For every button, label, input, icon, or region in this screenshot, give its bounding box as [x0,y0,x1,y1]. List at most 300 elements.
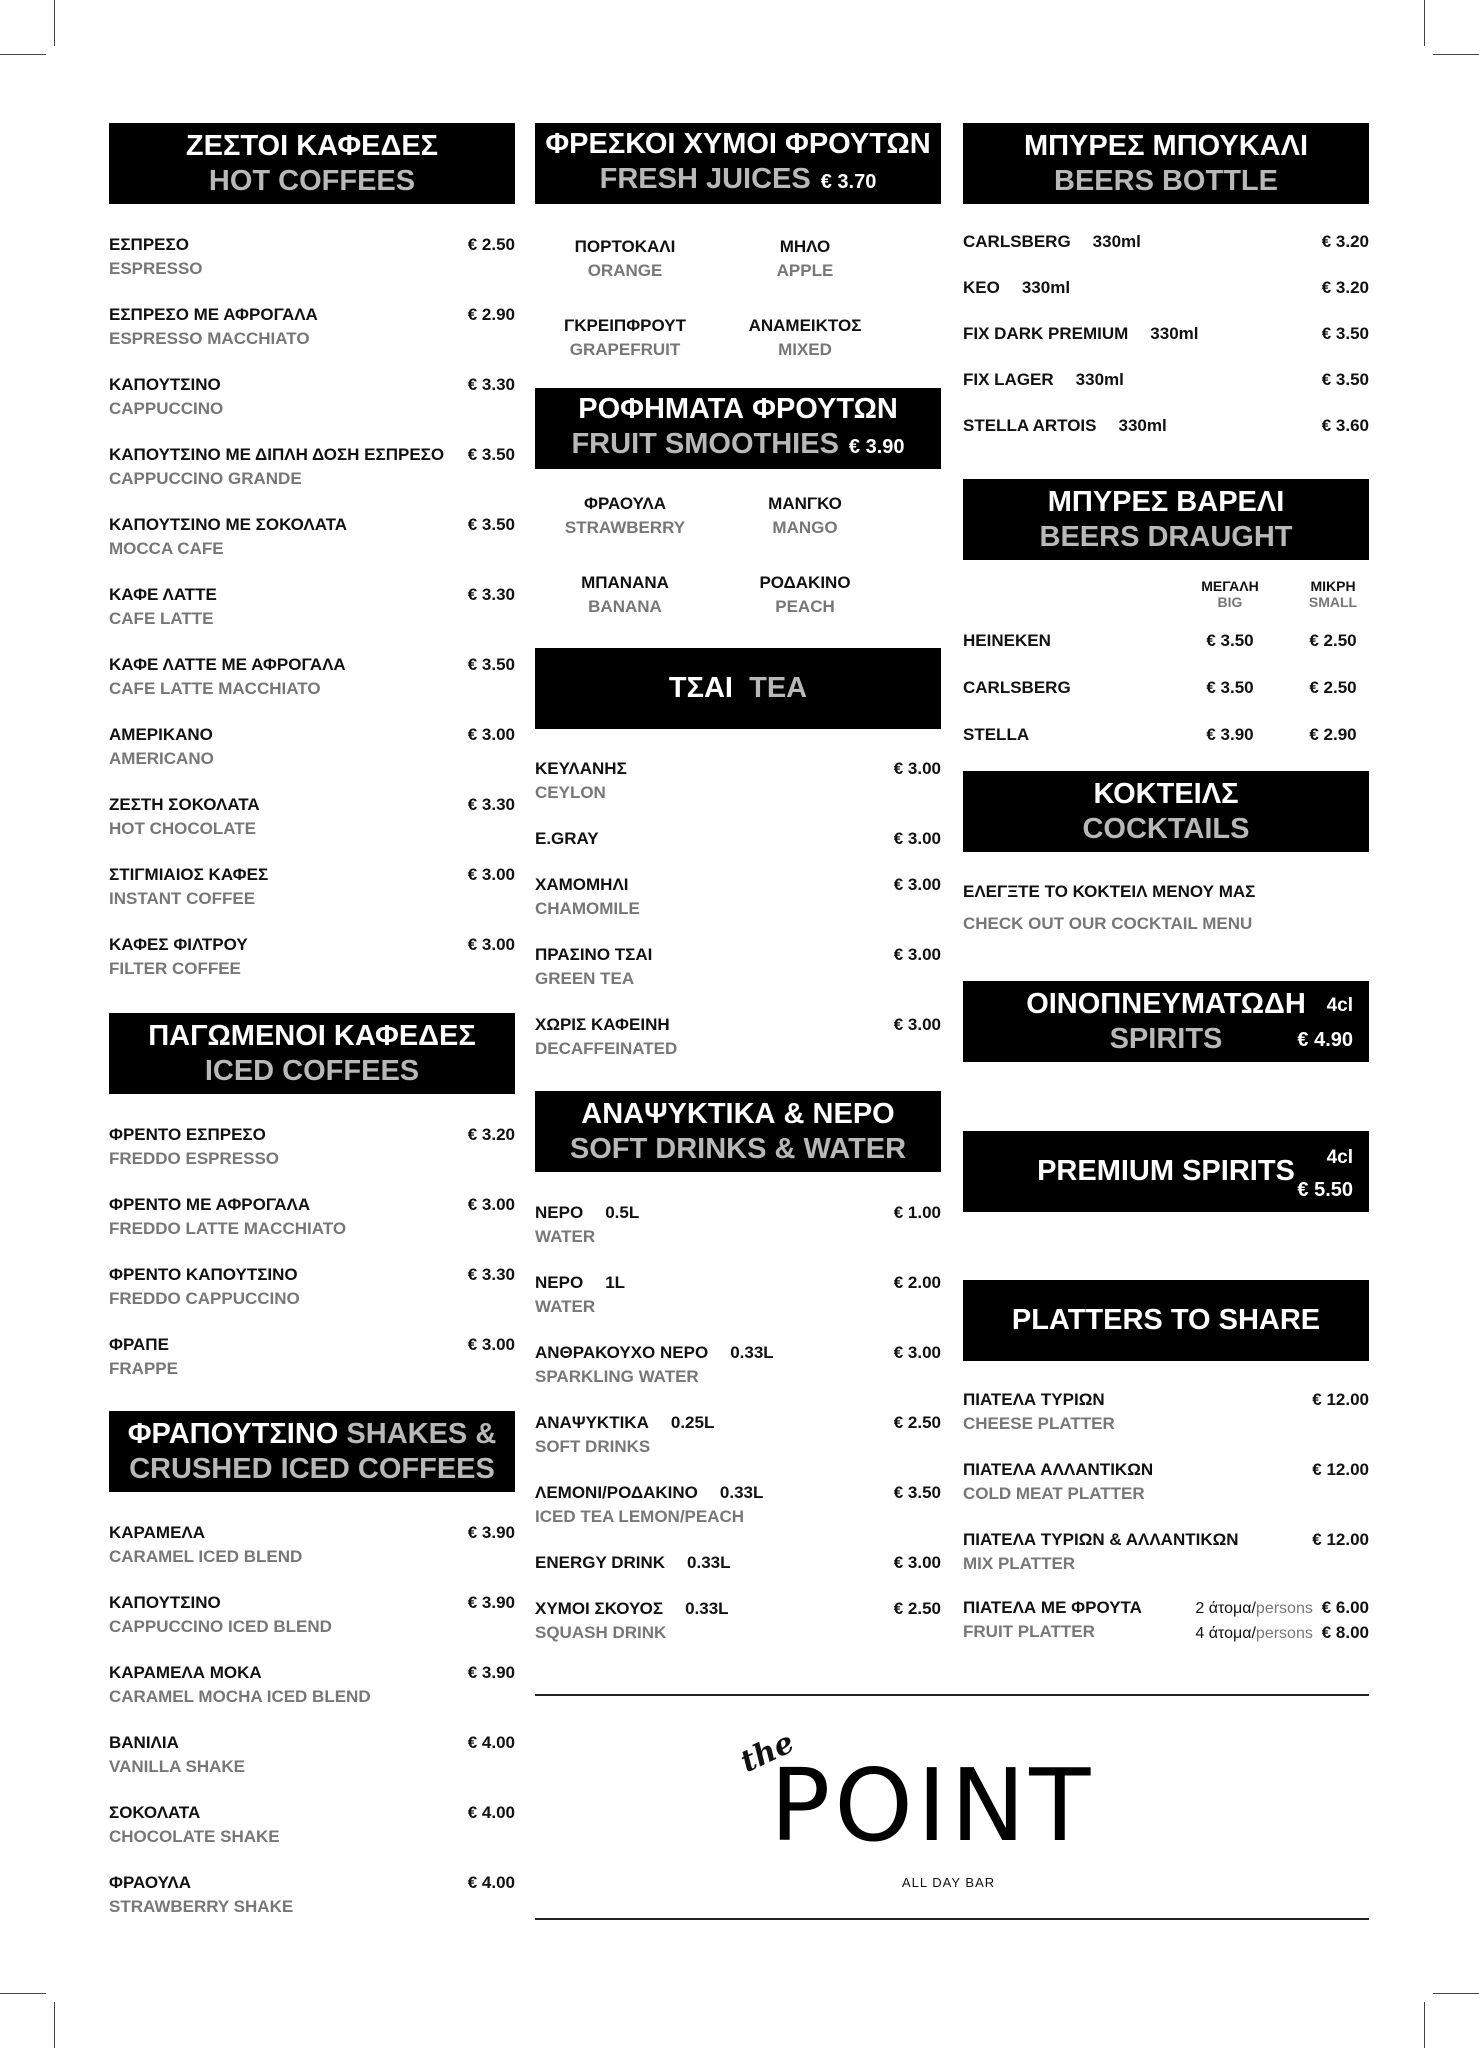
price-small: € 2.90 [1309,725,1357,744]
crop-mark [1433,54,1479,55]
premium-spirits-header [963,1131,1369,1212]
item-name-en: CAPPUCCINO [109,399,224,418]
menu-item [535,1271,941,1319]
item-name: CARLSBERG [963,678,1071,697]
item-name-gr-text: ΕΣΠΡΕΣΟ ΜΕ ΑΦΡΟΓΑΛΑ [109,305,318,324]
item-name-gr-text: ΠΡΑΣΙΝΟ ΤΣΑΙ [535,945,653,964]
item-name-en: MIXED [778,340,832,359]
item-name-en: APPLE [776,261,834,280]
item-volume: 0.33L [719,1483,764,1502]
divider-top [535,1694,1369,1696]
section-title-en: SHAKES & [346,1417,497,1450]
item-name-en: FREDDO LATTE MACCHIATO [109,1219,347,1238]
item-name-gr-text: ΦΡΑΟΥΛΑ [109,1873,192,1892]
hot-coffees-items [109,233,515,1003]
item-price: € 3.30 [467,585,515,604]
item-name-gr [109,303,515,327]
item-name-gr [535,1013,941,1037]
item-name-gr-text: FIX DARK PREMIUM [963,324,1129,343]
logo [735,1725,1160,1895]
item-name-gr [535,943,941,967]
item-name-en: PEACH [775,597,835,616]
item-price: € 2.50 [467,235,515,254]
menu-item [535,827,941,851]
section-title-en: FRUIT SMOOTHIES [571,428,839,460]
item-name-gr [535,1597,941,1621]
logo-point: POINT [770,1747,1095,1864]
item-name-en: STRAWBERRY SHAKE [109,1897,294,1916]
section-price: € 3.70 [820,171,877,193]
draught-item [963,723,1369,770]
item-name: STELLA [963,725,1030,744]
item-volume: 0.5L [605,1203,640,1222]
section-title-en: HOT COFFEES [208,164,416,197]
section-title-en: SOFT DRINKS & WATER [569,1132,907,1165]
item-name-gr-text: ΚΕΥΛΑΝΗΣ [535,759,627,778]
item-name-gr [535,757,941,781]
item-name-en: GRAPEFRUIT [569,340,681,359]
item-name-gr: ΠΟΡΤΟΚΑΛΙ [574,237,676,256]
item-name-gr-text: ΚΑΠΟΥΤΣΙΝΟ [109,1593,221,1612]
crop-mark [54,0,55,46]
section-title [535,671,941,706]
beers-bottle-items [963,230,1369,460]
item-name-gr [963,322,1369,346]
item-name-gr [109,863,515,887]
item-name-en: FREDDO CAPPUCCINO [109,1289,300,1308]
item-price: € 3.50 [467,445,515,464]
menu-item [109,1801,515,1849]
item-price: € 3.20 [1321,278,1369,297]
item-name-gr [109,583,515,607]
crop-mark [1424,2002,1425,2048]
soft-drinks-items [535,1201,941,1667]
menu-item [963,322,1369,346]
item-volume: 1L [605,1273,626,1292]
item-name-en: STRAWBERRY [564,518,686,537]
item-name-gr [963,230,1369,254]
item-name-en: MOCCA CAFE [109,539,224,558]
item-price: € 3.00 [467,1335,515,1354]
item-name-gr [109,1661,515,1685]
item-name-gr-text: ΚΑΡΑΜΕΛΑ ΜΟΚΑ [109,1663,262,1682]
item-name-gr-text: ΑΝΑΨΥΚΤΙΚΑ [535,1413,649,1432]
item-price: € 3.00 [893,829,941,848]
menu-item [535,873,941,921]
grid-item [715,571,895,619]
item-name-en: CAFE LATTE [109,609,214,628]
item-volume: 330ml [1150,324,1199,343]
item-name-en: ICED TEA LEMON/PEACH [535,1507,745,1526]
item-price: € 3.90 [467,1523,515,1542]
item-name-gr-text: ΠΙΑΤΕΛΑ ΤΥΡΙΩΝ [963,1390,1105,1409]
section-title-en: TEA [749,672,808,704]
item-name-gr-text: ΚΑΡΑΜΕΛΑ [109,1523,206,1542]
cocktail-note [963,880,1255,936]
fruit-platter-option [1195,1596,1369,1621]
menu-item [963,368,1369,392]
item-name-gr [109,1521,515,1545]
item-name-gr-text: ΦΡΑΠΕ [109,1335,169,1354]
section-title-gr: ΜΠΥΡΕΣ ΒΑΡΕΛΙ [1047,485,1285,518]
menu-item [109,653,515,701]
item-price: € 4.00 [467,1733,515,1752]
item-name-gr [109,933,515,957]
menu-item [109,1591,515,1639]
menu-item [109,303,515,351]
item-name-en: INSTANT COFFEE [109,889,256,908]
fruit-smoothies-grid [535,492,895,619]
item-name-gr [109,653,515,677]
section-title-en: CRUSHED ICED COFFEES [129,1452,495,1485]
item-name-gr [963,276,1369,300]
item-name-gr-text: ΝΕΡΟ [535,1273,584,1292]
item-name-en: BANANA [588,597,662,616]
soft-drinks-header [535,1091,941,1172]
item-name-gr [109,1193,515,1217]
item-name-gr [535,1481,941,1505]
menu-item [109,933,515,981]
menu-item [109,1193,515,1241]
item-name-gr [109,793,515,817]
hot-coffees-header [109,123,515,204]
draught-size-header [963,578,1369,618]
price-big: € 3.50 [1206,678,1254,697]
crop-mark [0,1993,46,1994]
item-name-gr-text: ΚΑΠΟΥΤΣΙΝΟ ΜΕ ΣΟΚΟΛΑΤΑ [109,515,347,534]
item-volume: 0.33L [685,1599,729,1618]
menu-item [109,863,515,911]
item-name-gr: ΡΟΔΑΚΙΝΟ [759,573,851,592]
item-name-en: CAFE LATTE MACCHIATO [109,679,321,698]
item-name-gr-text: ΧΑΜΟΜΗΛΙ [535,875,629,894]
item-volume: 330ml [1021,278,1071,297]
section-title-gr: ΠΑΓΩΜΕΝΟΙ ΚΑΦΕΔΕΣ [148,1019,476,1052]
section-title-en: FRESH JUICES [599,163,811,195]
grid-item [715,314,895,362]
platters-items [963,1388,1369,1598]
item-name-en: CHEESE PLATTER [963,1414,1115,1433]
section-title-en: SPIRITS [1109,1022,1223,1055]
item-price: € 3.00 [467,935,515,954]
menu-item [109,1123,515,1171]
item-price: € 3.90 [467,1593,515,1612]
item-name-gr [109,1591,515,1615]
item-price: € 3.00 [893,875,941,894]
item-volume: 0.33L [687,1553,731,1572]
menu-item [963,276,1369,300]
item-price: € 3.30 [467,375,515,394]
item-name-en: CEYLON [535,783,606,802]
item-name-gr [963,1528,1369,1552]
column-middle [535,123,941,1642]
item-price: € 12.00 [1312,1390,1369,1409]
option-unit: persons [1255,1600,1313,1617]
column-right [963,123,1369,1642]
item-name-gr-text: ΧΩΡΙΣ ΚΑΦΕΙΝΗ [535,1015,670,1034]
menu-item [109,1661,515,1709]
item-price: € 4.00 [467,1873,515,1892]
shakes-header [109,1411,515,1492]
item-volume: 0.25L [670,1413,715,1432]
item-volume: 330ml [1075,370,1124,389]
item-price: € 3.00 [893,1015,941,1034]
item-name-gr-text: ΕΣΠΡΕΣΟ [109,235,189,254]
tea-items [535,757,941,1083]
menu-item [535,757,941,805]
beers-draught-items [963,629,1369,770]
item-name-gr: ΜΠΑΝΑΝΑ [581,573,669,592]
section-title-en: BEERS DRAUGHT [1039,520,1293,553]
item-name-en: GREEN TEA [535,969,635,988]
menu-item [963,1388,1369,1436]
item-name-gr-text: ΒΑΝΙΛΙΑ [109,1733,179,1752]
item-name-en: CAPPUCCINO GRANDE [109,469,302,488]
section-title-en: BEERS BOTTLE [1054,164,1278,197]
item-price: € 1.00 [893,1203,941,1222]
shakes-items [109,1521,515,1941]
item-price: € 3.30 [467,1265,515,1284]
menu-item [963,1528,1369,1576]
item-price: € 3.00 [893,1343,941,1362]
menu-item [535,943,941,991]
item-name-en: CAPPUCCINO ICED BLEND [109,1617,332,1636]
item-name-gr [535,873,941,897]
menu-item [109,373,515,421]
item-name-en: MANGO [772,518,838,537]
section-title-en: COCKTAILS [1082,812,1250,845]
item-name-en: FREDDO ESPRESSO [109,1149,280,1168]
item-name-en: FRUIT PLATTER [963,1622,1095,1641]
item-name-gr: ΦΡΑΟΥΛΑ [583,494,666,513]
premium-price: € 5.50 [1297,1179,1353,1201]
price-big: € 3.50 [1206,631,1254,650]
item-name-en: ESPRESSO [109,259,203,278]
item-name-gr [535,1411,941,1435]
item-price: € 3.20 [467,1125,515,1144]
item-name-en: AMERICANO [109,749,214,768]
item-name-gr-text: ΑΜΕΡΙΚΑΝΟ [109,725,213,744]
beers-draught-header [963,479,1369,560]
menu-item [109,1263,515,1311]
spirits-header [963,981,1369,1062]
section-title: PLATTERS TO SHARE [1011,1304,1321,1336]
beers-bottle-header [963,123,1369,204]
item-volume: 330ml [1092,232,1141,251]
menu-item [109,793,515,841]
item-name-gr-text: ΦΡΕΝΤΟ ΕΣΠΡΕΣΟ [109,1125,266,1144]
section-title [109,1417,515,1452]
item-name-gr-text: ΧΥΜΟΙ ΣΚΟΥΟΣ [535,1599,664,1618]
item-name-gr [535,827,941,851]
logo-tagline: ALL DAY BAR [902,1875,996,1890]
column-left [109,123,515,1916]
spirits-price: € 4.90 [1297,1029,1353,1051]
section-title: PREMIUM SPIRITS [1037,1155,1295,1187]
item-price: € 3.90 [467,1663,515,1682]
item-name-gr-text: KEO [963,278,1000,297]
item-price: € 3.00 [893,759,941,778]
item-name-gr-text: ΛΕΜΟΝΙ/ΡΟΔΑΚΙΝΟ [535,1483,698,1502]
option-unit: persons [1255,1625,1313,1642]
menu-item [535,1481,941,1529]
item-name-gr: ΠΙΑΤΕΛΑ ΜΕ ΦΡΟΥΤΑ [963,1598,1142,1617]
tea-header [535,648,941,729]
section-title-gr: ΡΟΦΗΜΑΤΑ ΦΡΟΥΤΩΝ [578,393,898,425]
item-price: € 2.90 [467,305,515,324]
item-name-en: ORANGE [587,261,663,280]
section-title-gr: ΦΡΑΠΟΥΤΣΙΝΟ [127,1417,339,1450]
item-name-gr [963,414,1369,438]
section-price: € 3.90 [848,436,905,458]
fresh-juices-header [535,123,941,204]
grid-item [535,571,715,619]
menu-item [109,233,515,281]
item-name-gr: ΓΚΡΕΙΠΦΡΟΥΤ [564,316,686,335]
item-name-gr [535,1341,941,1365]
item-name-gr [535,1201,941,1225]
section-title-gr: ΤΣΑΙ [668,672,733,704]
menu-item [109,1521,515,1569]
menu-item [535,1201,941,1249]
item-name-gr [535,1271,941,1295]
item-name-gr-text: CARLSBERG [963,232,1071,251]
item-name-gr [109,513,515,537]
item-name-gr-text: ΝΕΡΟ [535,1203,584,1222]
menu-item [963,414,1369,438]
menu-item [109,1333,515,1381]
item-name-gr-text: FIX LAGER [963,370,1054,389]
option-price: € 8.00 [1321,1623,1369,1642]
item-name-gr: ΜΑΝΓΚΟ [768,494,842,513]
item-price: € 12.00 [1312,1530,1369,1549]
divider-bottom [535,1918,1369,1920]
menu-item [535,1341,941,1389]
item-price: € 2.50 [893,1599,941,1618]
menu-item [963,230,1369,254]
section-title-gr: ΟΙΝΟΠΝΕΥΜΑΤΩΔΗ [1026,987,1306,1020]
item-name-gr-text: ΠΙΑΤΕΛΑ ΑΛΛΑΝΤΙΚΩΝ [963,1460,1154,1479]
section-title-gr: ΦΡΕΣΚΟΙ ΧΥΜΟΙ ΦΡΟΥΤΩΝ [545,128,931,160]
item-name-en: CARAMEL MOCHA ICED BLEND [109,1687,371,1706]
menu-item [963,1458,1369,1506]
fruit-platter-options [1195,1596,1369,1646]
item-price: € 3.50 [893,1483,941,1502]
item-name-gr [109,233,515,257]
item-name-en: FRAPPE [109,1359,178,1378]
item-name-gr-text: E.GRAY [535,829,599,848]
item-name-gr-text: ΠΙΑΤΕΛΑ ΤΥΡΙΩΝ & ΑΛΛΑΝΤΙΚΩΝ [963,1530,1239,1549]
item-name-en: SPARKLING WATER [535,1367,699,1386]
item-name-gr [109,1731,515,1755]
item-price: € 3.00 [467,725,515,744]
item-name-en: MIX PLATTER [963,1554,1076,1573]
item-price: € 12.00 [1312,1460,1369,1479]
menu-item [109,583,515,631]
item-name-gr-text: ΦΡΕΝΤΟ ΚΑΠΟΥΤΣΙΝΟ [109,1265,298,1284]
item-name-gr-text: ΖΕΣΤΗ ΣΟΚΟΛΑΤΑ [109,795,260,814]
item-price: € 3.00 [467,1195,515,1214]
menu-item [535,1013,941,1061]
option-count: 4 άτομα/ [1195,1625,1256,1642]
item-name-en: SQUASH DRINK [535,1623,667,1642]
menu-item [109,1731,515,1779]
item-name-gr [109,1333,515,1357]
item-name-gr [963,368,1369,392]
grid-item [535,314,715,362]
item-price: € 4.00 [467,1803,515,1822]
spirits-size: 4cl [1326,995,1353,1016]
item-price: € 3.00 [893,1553,941,1572]
item-name-en: CHAMOMILE [535,899,640,918]
item-name-en: ESPRESSO MACCHIATO [109,329,310,348]
item-name-gr-text: ΚΑΦΕ ΛΑΤΤΕ ΜΕ ΑΦΡΟΓΑΛΑ [109,655,346,674]
item-name-gr: ΜΗΛΟ [779,237,831,256]
item-name-gr: ΑΝΑΜΕΙΚΤΟΣ [748,316,862,335]
item-name: HEINEKEN [963,631,1051,650]
draught-item [963,629,1369,676]
item-name-gr-text: ΚΑΦΕΣ ΦΙΛΤΡΟΥ [109,935,248,954]
item-name-en: DECAFFEINATED [535,1039,678,1058]
item-name-gr-text: STELLA ARTOIS [963,416,1097,435]
item-name-gr-text: ΑΝΘΡΑΚΟΥΧΟ ΝΕΡΟ [535,1343,709,1362]
crop-mark [1424,0,1425,46]
menu-item [109,1871,515,1919]
item-name-en: WATER [535,1227,596,1246]
price-big: € 3.90 [1206,725,1254,744]
item-name-en: HOT CHOCOLATE [109,819,257,838]
small-label-en: SMALL [1308,594,1358,610]
crop-mark [0,54,46,55]
item-name-en: COLD MEAT PLATTER [963,1484,1145,1503]
premium-size: 4cl [1326,1147,1353,1168]
option-count: 2 άτομα/ [1195,1600,1256,1617]
item-price: € 2.00 [893,1273,941,1292]
item-name-gr [535,1551,941,1575]
section-title-line [535,162,941,200]
grid-item [535,235,715,283]
item-price: € 3.00 [893,945,941,964]
grid-item [715,492,895,540]
section-title-line [535,427,941,465]
fruit-platter-item [963,1596,1369,1644]
draught-item [963,676,1369,723]
item-price: € 3.50 [1321,370,1369,389]
menu-item [109,443,515,491]
item-name-en: FILTER COFFEE [109,959,241,978]
iced-coffees-header [109,1013,515,1094]
platters-header [963,1280,1369,1361]
section-title-en: ICED COFFEES [204,1054,420,1087]
item-name-gr [109,1871,515,1895]
menu-item [535,1551,941,1575]
menu-item [535,1411,941,1459]
item-name-gr [109,1263,515,1287]
fruit-smoothies-header [535,388,941,469]
item-price: € 3.50 [467,655,515,674]
price-small: € 2.50 [1309,631,1357,650]
item-name-gr [109,443,515,467]
item-price: € 3.50 [467,515,515,534]
item-name-gr [109,1123,515,1147]
item-price: € 3.50 [1321,324,1369,343]
item-name-gr [109,373,515,397]
item-price: € 3.20 [1321,232,1369,251]
logo-the: the [735,1725,800,1780]
item-name-gr-text: ΚΑΠΟΥΤΣΙΝΟ [109,375,221,394]
item-name-en: WATER [535,1297,596,1316]
grid-item [535,492,715,540]
